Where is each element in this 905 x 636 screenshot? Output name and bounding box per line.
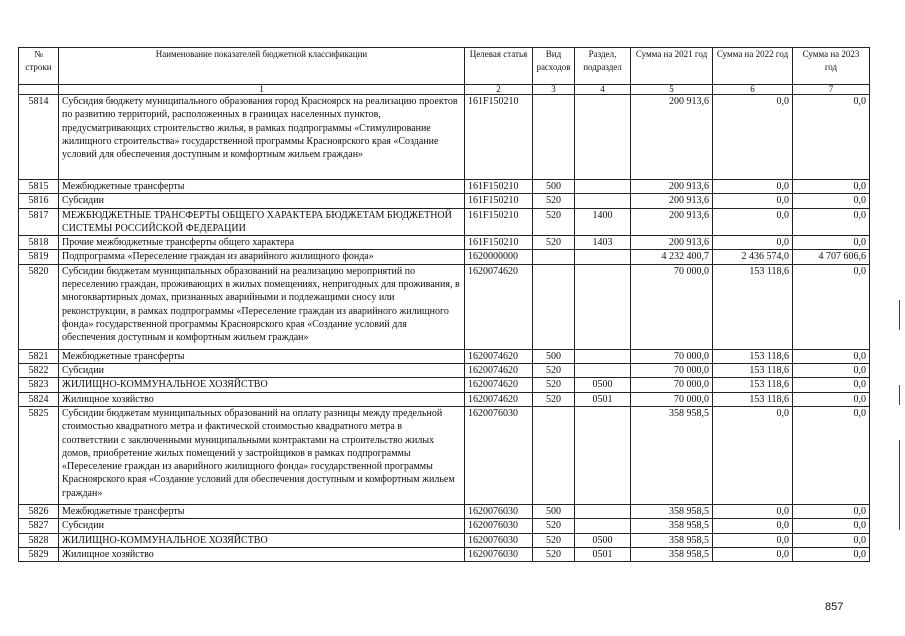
row-number: 5829 <box>19 547 59 561</box>
row-sum-2021: 358 958,5 <box>631 406 713 504</box>
row-target: 161F150210 <box>465 236 533 250</box>
col-number: 5 <box>631 85 713 95</box>
col-number: 7 <box>793 85 870 95</box>
row-sum-2021: 200 913,6 <box>631 180 713 194</box>
header-sum-2023: Сумма на 2023 год <box>793 48 870 85</box>
row-section: 1403 <box>575 236 631 250</box>
row-number: 5821 <box>19 349 59 363</box>
row-number: 5818 <box>19 236 59 250</box>
row-sum-2021: 70 000,0 <box>631 264 713 349</box>
row-section <box>575 95 631 180</box>
row-name: МЕЖБЮДЖЕТНЫЕ ТРАНСФЕРТЫ ОБЩЕГО ХАРАКТЕРА БЮДЖЕТАМ БЮДЖЕТНОЙ СИСТЕМЫ РОССИЙСКОЙ ФЕДЕРАЦИИ <box>59 208 465 236</box>
header-section: Раздел, подраздел <box>575 48 631 85</box>
row-sum-2023: 0,0 <box>793 504 870 518</box>
row-sum-2021: 358 958,5 <box>631 519 713 533</box>
margin-mark <box>899 440 900 530</box>
row-sum-2022: 0,0 <box>713 194 793 208</box>
row-sum-2023: 0,0 <box>793 547 870 561</box>
row-section: 1400 <box>575 208 631 236</box>
row-number: 5825 <box>19 406 59 504</box>
row-name: Субсидии <box>59 194 465 208</box>
row-name: Субсидии бюджетам муниципальных образований на реализацию мероприятий по переселению граждан, проживающих в жилых помещениях, непригодных для проживания, в многоквартирных домах, признанных аварийными и подлежащими сносу или реконструкции, в рамках подпрограммы «Переселение граждан из аварийного жилищного фонда» государственной программы Красноярского края «Создание условий для обеспечения доступным и комфортным жильем граждан» <box>59 264 465 349</box>
row-sum-2023: 0,0 <box>793 208 870 236</box>
header-name: Наименование показателей бюджетной классификации <box>59 48 465 85</box>
header-sum-2021: Сумма на 2021 год <box>631 48 713 85</box>
table-row <box>19 533 870 547</box>
row-sum-2023: 0,0 <box>793 95 870 180</box>
row-target: 1620076030 <box>465 406 533 504</box>
row-section <box>575 364 631 378</box>
row-sum-2021: 358 958,5 <box>631 533 713 547</box>
row-kind: 520 <box>533 236 575 250</box>
row-section <box>575 504 631 518</box>
row-kind: 520 <box>533 519 575 533</box>
row-sum-2023: 0,0 <box>793 364 870 378</box>
row-sum-2021: 70 000,0 <box>631 392 713 406</box>
row-number: 5816 <box>19 194 59 208</box>
row-target: 1620076030 <box>465 547 533 561</box>
row-sum-2022: 153 118,6 <box>713 364 793 378</box>
row-target: 1620076030 <box>465 519 533 533</box>
row-sum-2023: 4 707 606,6 <box>793 250 870 264</box>
row-number: 5814 <box>19 95 59 180</box>
table-row <box>19 349 870 363</box>
row-number: 5823 <box>19 378 59 392</box>
row-sum-2021: 200 913,6 <box>631 236 713 250</box>
header-row-no: № строки <box>19 48 59 85</box>
row-name: Жилищное хозяйство <box>59 547 465 561</box>
row-number: 5820 <box>19 264 59 349</box>
row-sum-2022: 0,0 <box>713 236 793 250</box>
table-body <box>19 95 870 562</box>
row-sum-2023: 0,0 <box>793 236 870 250</box>
row-sum-2022: 153 118,6 <box>713 392 793 406</box>
row-target: 1620074620 <box>465 364 533 378</box>
row-target: 161F150210 <box>465 194 533 208</box>
row-section <box>575 406 631 504</box>
row-target: 161F150210 <box>465 208 533 236</box>
table-row <box>19 504 870 518</box>
margin-mark <box>899 300 900 330</box>
row-sum-2023: 0,0 <box>793 264 870 349</box>
row-name: Межбюджетные трансферты <box>59 180 465 194</box>
table-row <box>19 236 870 250</box>
row-sum-2022: 0,0 <box>713 406 793 504</box>
col-number: 2 <box>465 85 533 95</box>
row-name: Подпрограмма «Переселение граждан из аварийного жилищного фонда» <box>59 250 465 264</box>
row-name: Субсидии <box>59 364 465 378</box>
row-target: 161F150210 <box>465 95 533 180</box>
table-row <box>19 194 870 208</box>
row-target: 1620074620 <box>465 378 533 392</box>
page-number: 857 <box>825 601 844 613</box>
row-kind: 520 <box>533 208 575 236</box>
table-row <box>19 208 870 236</box>
row-target: 1620074620 <box>465 264 533 349</box>
row-kind: 520 <box>533 194 575 208</box>
row-sum-2023: 0,0 <box>793 180 870 194</box>
margin-mark <box>899 385 900 405</box>
row-number: 5828 <box>19 533 59 547</box>
row-sum-2022: 0,0 <box>713 95 793 180</box>
row-section <box>575 180 631 194</box>
row-section <box>575 519 631 533</box>
row-target: 1620074620 <box>465 349 533 363</box>
row-sum-2021: 358 958,5 <box>631 504 713 518</box>
row-sum-2021: 4 232 400,7 <box>631 250 713 264</box>
row-target: 1620076030 <box>465 533 533 547</box>
row-name: ЖИЛИЩНО-КОММУНАЛЬНОЕ ХОЗЯЙСТВО <box>59 378 465 392</box>
row-section <box>575 194 631 208</box>
row-target: 1620074620 <box>465 392 533 406</box>
table-row <box>19 547 870 561</box>
row-sum-2023: 0,0 <box>793 519 870 533</box>
row-kind: 520 <box>533 533 575 547</box>
row-name: Прочие межбюджетные трансферты общего характера <box>59 236 465 250</box>
row-sum-2022: 2 436 574,0 <box>713 250 793 264</box>
row-kind <box>533 406 575 504</box>
row-section <box>575 250 631 264</box>
row-sum-2023: 0,0 <box>793 392 870 406</box>
budget-table <box>18 47 870 562</box>
row-sum-2023: 0,0 <box>793 349 870 363</box>
table-row <box>19 250 870 264</box>
row-kind: 500 <box>533 504 575 518</box>
row-name: Межбюджетные трансферты <box>59 504 465 518</box>
row-sum-2021: 70 000,0 <box>631 349 713 363</box>
row-number: 5827 <box>19 519 59 533</box>
row-name: ЖИЛИЩНО-КОММУНАЛЬНОЕ ХОЗЯЙСТВО <box>59 533 465 547</box>
row-name: Субсидии <box>59 519 465 533</box>
table-row <box>19 392 870 406</box>
table-row <box>19 406 870 504</box>
header-row <box>19 48 870 85</box>
header-target: Целевая статья <box>465 48 533 85</box>
row-sum-2023: 0,0 <box>793 194 870 208</box>
row-kind <box>533 95 575 180</box>
row-section <box>575 264 631 349</box>
row-sum-2021: 200 913,6 <box>631 95 713 180</box>
row-name: Жилищное хозяйство <box>59 392 465 406</box>
row-sum-2021: 200 913,6 <box>631 194 713 208</box>
row-section: 0500 <box>575 533 631 547</box>
row-section <box>575 349 631 363</box>
row-sum-2023: 0,0 <box>793 406 870 504</box>
table-row <box>19 180 870 194</box>
row-sum-2022: 0,0 <box>713 547 793 561</box>
row-section: 0500 <box>575 378 631 392</box>
row-number: 5824 <box>19 392 59 406</box>
col-number: 1 <box>59 85 465 95</box>
table-row <box>19 364 870 378</box>
row-sum-2022: 0,0 <box>713 519 793 533</box>
row-kind: 500 <box>533 180 575 194</box>
row-sum-2022: 0,0 <box>713 180 793 194</box>
col-number: 3 <box>533 85 575 95</box>
row-sum-2022: 153 118,6 <box>713 378 793 392</box>
row-sum-2022: 0,0 <box>713 504 793 518</box>
row-name: Межбюджетные трансферты <box>59 349 465 363</box>
row-sum-2021: 70 000,0 <box>631 364 713 378</box>
header-kind: Вид расходов <box>533 48 575 85</box>
row-sum-2021: 358 958,5 <box>631 547 713 561</box>
row-kind <box>533 250 575 264</box>
row-number: 5817 <box>19 208 59 236</box>
row-number: 5815 <box>19 180 59 194</box>
row-kind: 520 <box>533 547 575 561</box>
row-number: 5822 <box>19 364 59 378</box>
row-kind: 500 <box>533 349 575 363</box>
column-number-row <box>19 85 870 95</box>
table-row <box>19 519 870 533</box>
row-kind <box>533 264 575 349</box>
table-row <box>19 264 870 349</box>
row-sum-2021: 70 000,0 <box>631 378 713 392</box>
row-sum-2021: 200 913,6 <box>631 208 713 236</box>
row-kind: 520 <box>533 364 575 378</box>
row-kind: 520 <box>533 378 575 392</box>
row-name: Субсидия бюджету муниципального образования город Красноярск на реализацию проектов по развитию территорий, расположенных в границах населенных пунктов, предусматривающих строительство жилья, в рамках подпрограммы «Стимулирование жилищного строительства» государственной программы Красноярского края «Создание условий для обеспечения доступным и комфортным жильем граждан» <box>59 95 465 180</box>
row-section: 0501 <box>575 392 631 406</box>
table-row <box>19 95 870 180</box>
row-sum-2022: 153 118,6 <box>713 264 793 349</box>
row-name: Субсидии бюджетам муниципальных образований на оплату разницы между предельной стоимостью квадратного метра и фактической стоимостью квадратного метра в соответствии с заключенными муниципальными контрактами на строительство жилых домов, приобретение жилых помещений у застройщиков в рамках подпрограммы «Переселение граждан из аварийного жилищного фонда» государственной программы Красноярского края «Создание условий для обеспечения доступным и комфортным жильем граждан» <box>59 406 465 504</box>
row-number: 5819 <box>19 250 59 264</box>
row-kind: 520 <box>533 392 575 406</box>
row-sum-2022: 153 118,6 <box>713 349 793 363</box>
col-number: 6 <box>713 85 793 95</box>
row-sum-2022: 0,0 <box>713 533 793 547</box>
table-row <box>19 378 870 392</box>
col-number: 4 <box>575 85 631 95</box>
row-sum-2023: 0,0 <box>793 533 870 547</box>
col-number <box>19 85 59 95</box>
row-number: 5826 <box>19 504 59 518</box>
row-sum-2023: 0,0 <box>793 378 870 392</box>
row-section: 0501 <box>575 547 631 561</box>
header-sum-2022: Сумма на 2022 год <box>713 48 793 85</box>
row-target: 1620076030 <box>465 504 533 518</box>
row-target: 161F150210 <box>465 180 533 194</box>
row-sum-2022: 0,0 <box>713 208 793 236</box>
row-target: 1620000000 <box>465 250 533 264</box>
